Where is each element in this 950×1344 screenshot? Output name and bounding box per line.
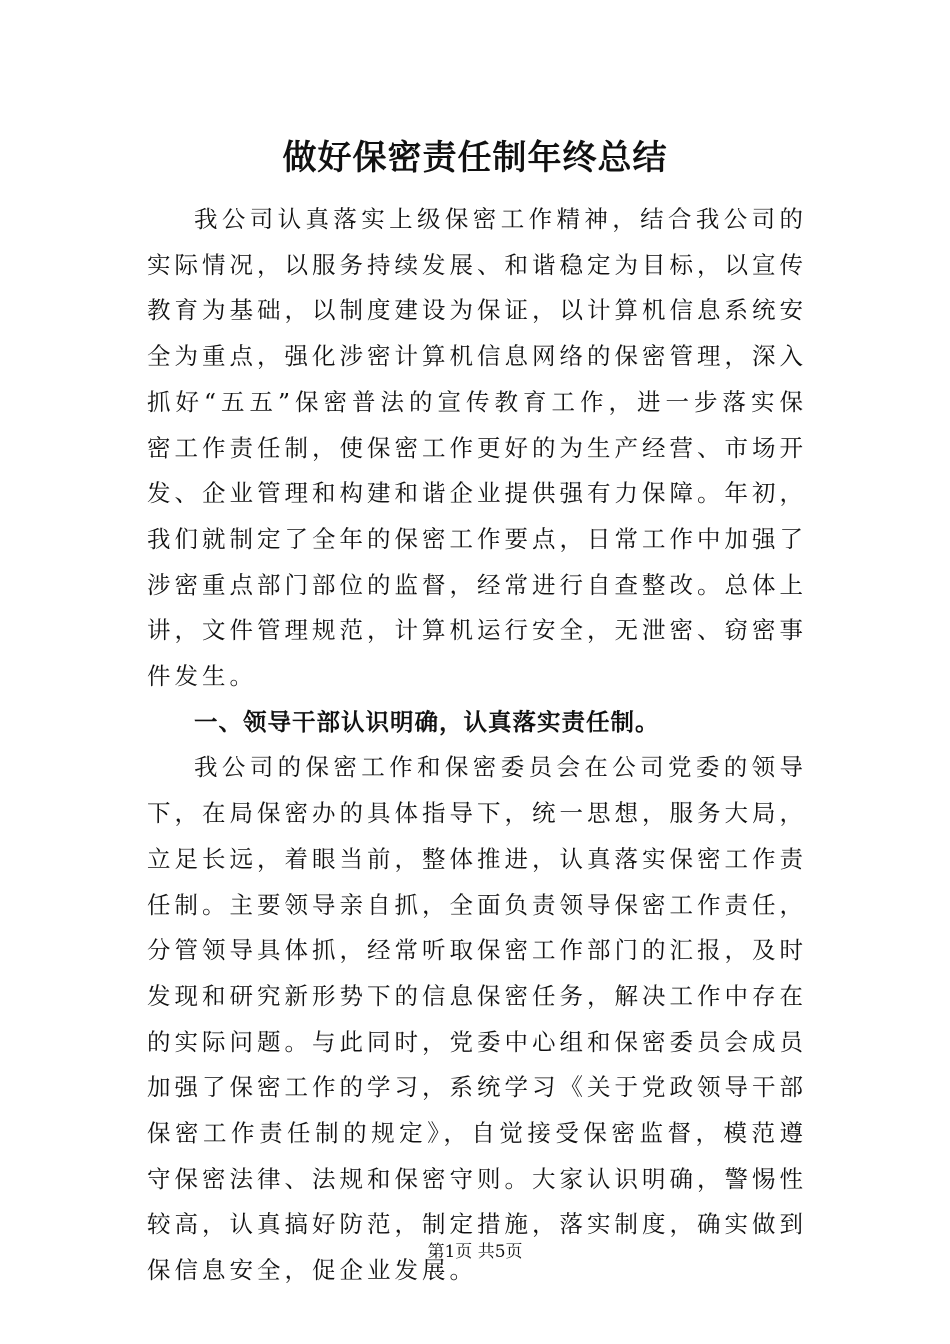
- section-paragraph: 我公司的保密工作和保密委员会在公司党委的领导下，在局保密办的具体指导下，统一思想，服务大局，立足长远，着眼当前，整体推进，认真落实保密工作责任制。主要领导亲自抓，全面负责领导保密工作责任，分管领导具体抓，经常听取保密工作部门的汇报，及时发现和研究新形势下的信息保密任务，解决工作中存在的实际问题。与此同时，党委中心组和保密委员会成员加强了保密工作的学习，系统学习《关于党政领导干部保密工作责任制的规定》，自觉接受保密监督，模范遵守保密法律、法规和保密守则。大家认识明确，警惕性较高，认真搞好防范，制定措施，落实制度，确实做到保信息安全，促企业发展。: [147, 753, 807, 1285]
- section-heading: 一、领导干部认识明确，认真落实责任制。: [194, 707, 660, 736]
- document-title: 做好保密责任制年终总结: [282, 138, 668, 178]
- intro-paragraph: 我公司认真落实上级保密工作精神，结合我公司的实际情况，以服务持续发展、和谐稳定为目标，以宣传教育为基础，以制度建设为保证，以计算机信息系统安全为重点，强化涉密计算机信息网络的保密管理，深入抓好“五五”保密普法的宣传教育工作，进一步落实保密工作责任制，使保密工作更好的为生产经营、市场开发、企业管理和构建和谐企业提供强有力保障。年初，我们就制定了全年的保密工作要点，日常工作中加强了涉密重点部门部位的监督，经常进行自查整改。总体上讲，文件管理规范，计算机运行安全，无泄密、窃密事件发生。: [147, 205, 807, 691]
- document-body: [147, 197, 807, 1294]
- page-number-footer: 第1页 共5页: [427, 1242, 523, 1262]
